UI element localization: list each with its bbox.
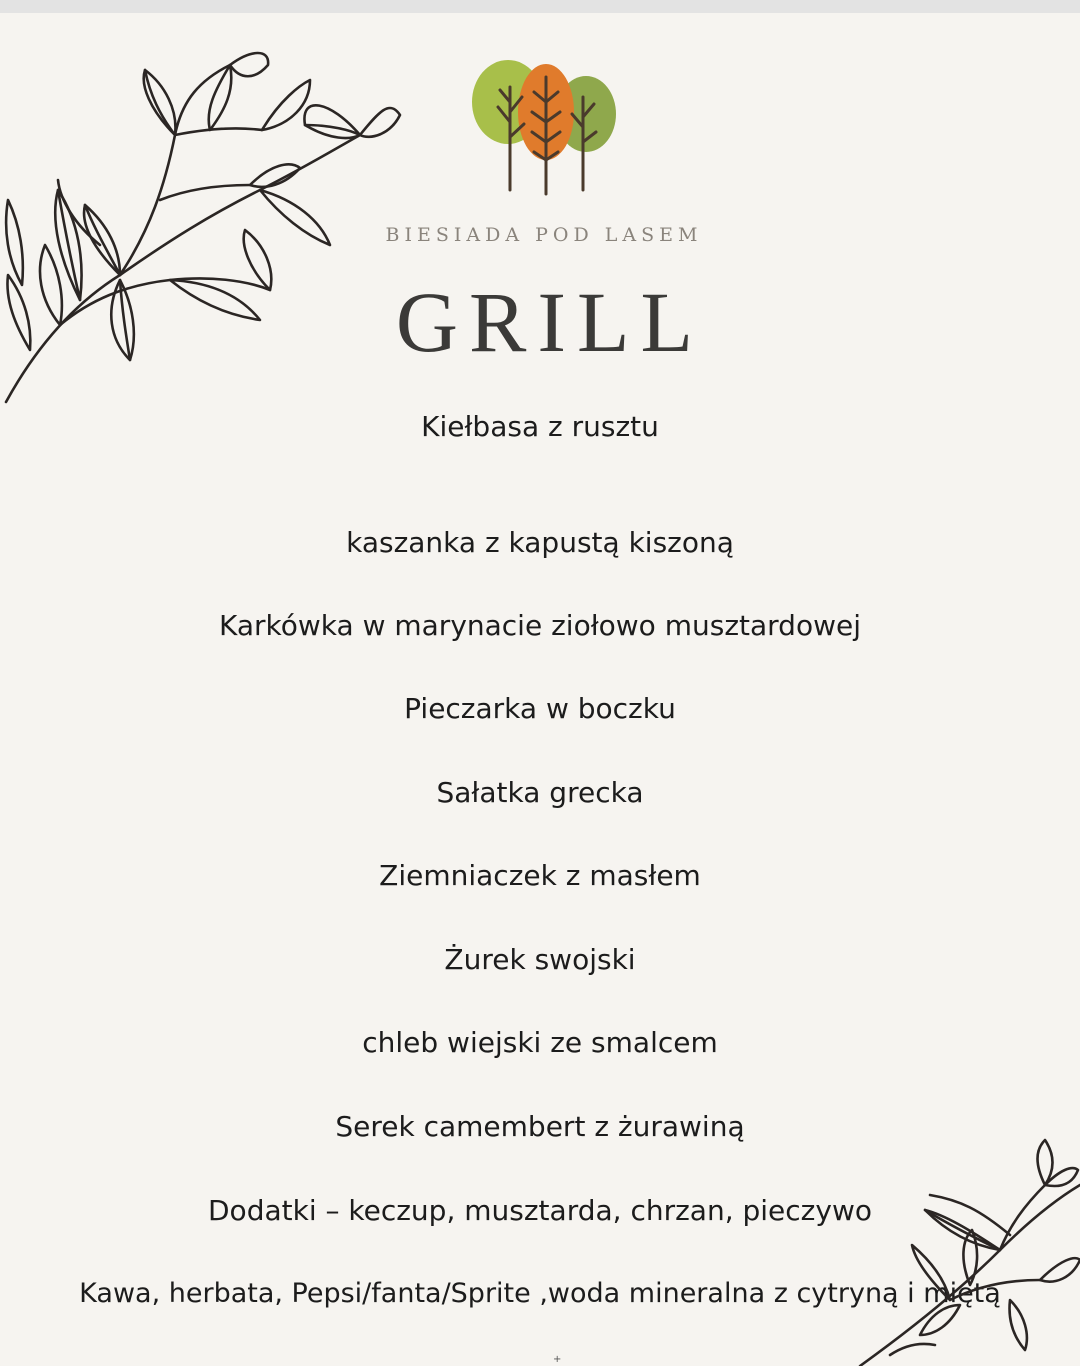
menu-item: Pieczarka w boczku [404,692,676,725]
menu-item: Sałatka grecka [436,776,644,809]
menu-item: kaszanka z kapustą kiszoną [346,526,734,559]
menu-item: Dodatki – keczup, musztarda, chrzan, pieczywo [208,1194,872,1227]
three-trees-logo-icon [468,52,620,197]
menu-item: chleb wiejski ze smalcem [362,1026,718,1059]
menu-item: Kiełbasa z rusztu [421,410,659,443]
menu-item: Ziemniaczek z masłem [379,859,701,892]
footer-mark: + [553,1354,562,1365]
menu-item: Kawa, herbata, Pepsi/fanta/Sprite ,woda mineralna z cytryną i miętą [79,1278,1001,1309]
brand-name: BIESIADA POD LASEM [385,224,703,246]
leafy-branch-icon [850,1130,1080,1366]
menu-title: GRILL [395,274,705,370]
menu-item: Serek camembert z żurawiną [335,1110,745,1143]
menu-item: Żurek swojski [444,943,636,976]
top-edge-bar [0,0,1080,13]
menu-item: Karkówka w marynacie ziołowo musztardowej [219,609,861,642]
